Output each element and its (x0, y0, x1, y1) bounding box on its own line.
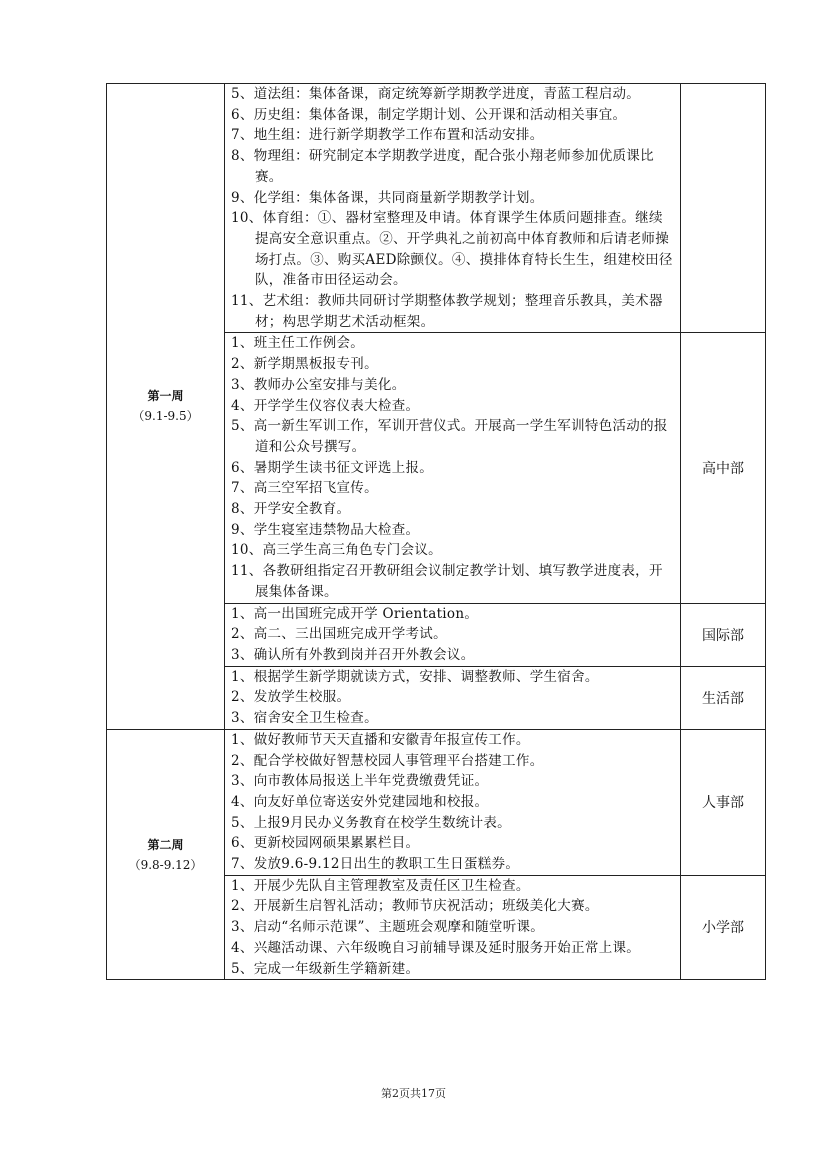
task-item: 1、根据学生新学期就读方式，安排、调整教师、学生宿舍。 (231, 668, 599, 685)
task-item: 11、艺术组：教师共同研讨学期整体教学规划；整理音乐教具，美术器材；构思学期艺术活动框架。 (231, 293, 663, 330)
task-item: 2、配合学校做好智慧校园人事管理平台搭建工作。 (231, 752, 544, 769)
task-item: 3、教师办公室安排与美化。 (231, 376, 406, 393)
department-cell: 生活部 (681, 666, 766, 729)
task-list-cell (225, 666, 681, 729)
task-item: 1、高一出国班完成开学 Orientation。 (231, 605, 479, 622)
task-item: 2、发放学生校服。 (231, 689, 351, 706)
week-cell (107, 729, 225, 979)
task-item: 5、高一新生军训工作，军训开营仪式。开展高一学生军训特色活动的报道和公众号撰写。 (231, 418, 668, 455)
task-item: 6、历史组：集体备课，制定学期计划、公开课和活动相关事宜。 (231, 106, 627, 123)
schedule-body (107, 84, 766, 980)
task-item: 7、发放9.6-9.12日出生的教职工生日蛋糕券。 (231, 856, 520, 873)
task-item: 5、完成一年级新生学籍新建。 (231, 960, 420, 977)
task-list-cell (225, 603, 681, 666)
task-item: 6、暑期学生读书征文评选上报。 (231, 459, 434, 476)
week-title: 第一周 (147, 389, 184, 404)
department-cell: 人事部 (681, 729, 766, 875)
department-cell: 高中部 (681, 333, 766, 603)
task-item: 7、高三空军招飞宣传。 (231, 480, 378, 497)
task-item: 9、学生寝室违禁物品大检查。 (231, 521, 420, 538)
task-item: 4、向友好单位寄送安外党建园地和校报。 (231, 793, 489, 810)
task-item: 3、向市教体局报送上半年党费缴费凭证。 (231, 773, 489, 790)
task-list-cell (225, 875, 681, 980)
week-title: 第二周 (147, 837, 184, 852)
task-item: 10、高三学生高三角色专门会议。 (231, 542, 442, 559)
task-item: 8、开学安全教育。 (231, 501, 351, 518)
task-list-cell (225, 333, 681, 603)
task-item: 5、上报9月民办义务教育在校学生数统计表。 (231, 814, 511, 831)
task-item: 10、体育组：①、器材室整理及申请。体育课学生体质问题排查。继续提高安全意识重点。②、开学典礼之前初高中体育教师和后请老师操场打点。③、购买AED除颤仪。④、摸排体育特长生生，组建校田径队，准备市田径运动会。 (231, 210, 673, 289)
week-cell (107, 84, 225, 730)
task-item: 4、兴趣活动课、六年级晚自习前辅导课及延时服务开始正常上课。 (231, 939, 641, 956)
task-item: 1、开展少先队自主管理教室及责任区卫生检查。 (231, 877, 530, 894)
task-item: 8、物理组：研究制定本学期教学进度，配合张小翔老师参加优质课比赛。 (231, 148, 654, 185)
task-item: 7、地生组：进行新学期教学工作布置和活动安排。 (231, 127, 544, 144)
week-range: （9.1-9.5） (132, 409, 199, 424)
task-item: 3、启动“名师示范课”、主题班会观摩和随堂听课。 (231, 919, 545, 936)
task-item: 3、确认所有外教到岗并召开外教会议。 (231, 646, 475, 663)
task-item: 4、开学学生仪容仪表大检查。 (231, 397, 420, 414)
task-item: 6、更新校园网硕果累累栏目。 (231, 835, 420, 852)
week-range: （9.8-9.12） (128, 857, 203, 872)
task-item: 2、新学期黑板报专刊。 (231, 356, 378, 373)
task-item: 5、道法组：集体备课，商定统筹新学期教学进度，青蓝工程启动。 (231, 86, 641, 102)
task-item: 2、开展新生启智礼活动；教师节庆祝活动；班级美化大赛。 (231, 898, 599, 915)
task-item: 3、宿舍安全卫生检查。 (231, 710, 378, 727)
department-cell (681, 84, 766, 333)
department-cell: 国际部 (681, 603, 766, 666)
schedule-row (107, 84, 766, 333)
schedule-row (107, 729, 766, 875)
task-item: 9、化学组：集体备课，共同商量新学期教学计划。 (231, 189, 544, 206)
task-item: 2、高二、三出国班完成开学考试。 (231, 626, 447, 643)
task-item: 1、做好教师节天天直播和安徽青年报宣传工作。 (231, 731, 530, 748)
task-list-cell (225, 729, 681, 875)
task-list-cell (225, 84, 681, 333)
page-footer: 第2页共17页 (381, 1087, 446, 1100)
task-item: 11、各教研组指定召开教研组会议制定教学计划、填写教学进度表，开展集体备课。 (231, 563, 663, 600)
task-item: 1、班主任工作例会。 (231, 335, 365, 352)
department-cell: 小学部 (681, 875, 766, 980)
schedule-table (106, 83, 766, 980)
